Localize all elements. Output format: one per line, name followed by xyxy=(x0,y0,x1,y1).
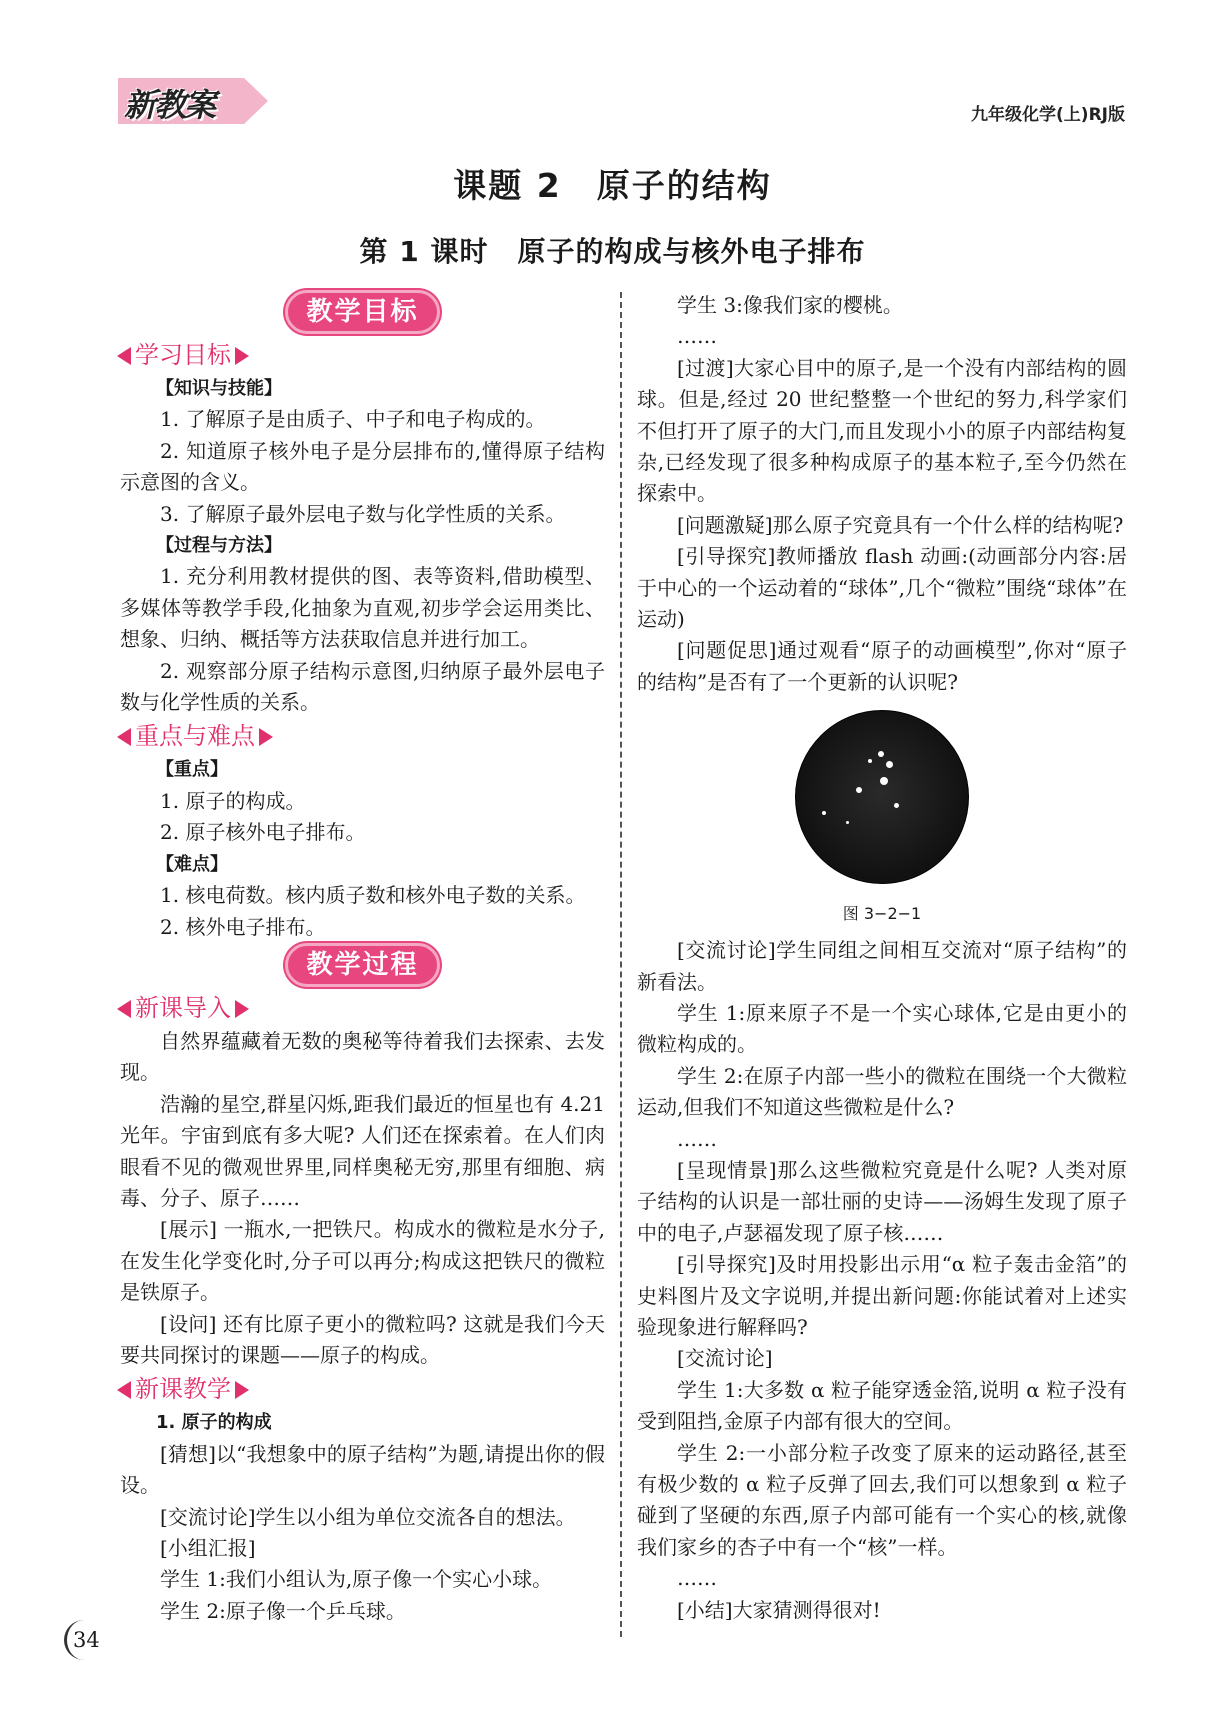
badge-teaching-goals: 教学目标 xyxy=(285,290,439,334)
intro-3: [展示] 一瓶水,一把铁尺。构成水的微粒是水分子,在发生化学变化时,分子可以再分;构成这把铁尺的微粒是铁原子。 xyxy=(120,1217,605,1305)
column-divider xyxy=(620,292,622,1637)
goal-k2: 2. 知道原子核外电子是分层排布的,懂得原子结构示意图的含义。 xyxy=(120,438,605,495)
para-r7: [交流讨论]学生同组之间相互交流对“原子结构”的新看法。 xyxy=(637,938,1127,994)
section-intro: 新课导入 xyxy=(117,990,605,1026)
para-r6: [问题促思]通过观看“原子的动画模型”,你对“原子的结构”是否有了一个更新的认识呢? xyxy=(637,638,1127,694)
intro-1: 自然界蕴藏着无数的奥秘等待着我们去探索、去发现。 xyxy=(120,1028,605,1085)
section-learning-goals: 学习目标 xyxy=(117,337,605,373)
para-r13: [交流讨论] xyxy=(677,1346,773,1371)
goal-k1: 1. 了解原子是由质子、中子和电子构成的。 xyxy=(160,407,546,432)
para-r12: [引导探究]及时用投影出示用“α 粒子轰击金箔”的史料图片及文字说明,并提出新问题:你能试着对上述实验现象进行解释吗? xyxy=(637,1252,1127,1339)
goal-k3: 3. 了解原子最外层电子数与化学性质的关系。 xyxy=(160,501,566,526)
difficulty-2: 2. 核外电子排布。 xyxy=(160,914,326,939)
para-r9: 学生 2:在原子内部一些小的微粒在围绕一个大微粒运动,但我们不知道这些微粒是什么? xyxy=(637,1063,1127,1120)
para-r1: 学生 3:像我们家的樱桃。 xyxy=(677,293,903,317)
publisher-logo xyxy=(118,78,278,124)
key-2: 2. 原子核外电子排布。 xyxy=(160,820,366,845)
atom-animation-figure xyxy=(637,710,1127,893)
difficulty-1: 1. 核电荷数。核内质子数和核外电子数的关系。 xyxy=(160,883,586,908)
para-r11: [呈现情景]那么这些微粒究竟是什么呢? 人类对原子结构的认识是一部壮丽的史诗——汤姆生发现了原子中的电子,卢瑟福发现了原子核…… xyxy=(637,1157,1127,1245)
subhead-difficulty: 【难点】 xyxy=(156,853,228,875)
page-number: 34 xyxy=(64,1620,107,1660)
lesson-title: 课题 2 原子的结构 xyxy=(453,166,772,205)
teach-1: [猜想]以“我想象中的原子结构”为题,请提出你的假设。 xyxy=(120,1441,605,1498)
teach-subhead: 1. 原子的构成 xyxy=(156,1412,272,1434)
teach-4: 学生 1:我们小组认为,原子像一个实心小球。 xyxy=(160,1567,553,1592)
logo-text: 新教案 xyxy=(124,86,215,124)
para-r4: [问题激疑]那么原子究竟具有一个什么样的结构呢? xyxy=(677,512,1124,537)
subhead-key: 【重点】 xyxy=(156,759,228,781)
intro-4: [设问] 还有比原子更小的微粒吗? 这就是我们今天要共同探讨的课题——原子的构成。 xyxy=(120,1311,605,1367)
intro-2: 浩瀚的星空,群星闪烁,距我们最近的恒星也有 4.21 光年。宇宙到底有多大呢? 人们还在探索着。在人们肉眼看不见的微观世界里,同样奥秘无穷,那里有细胞、病毒、分子、原子…… xyxy=(120,1091,605,1210)
para-r16: …… xyxy=(677,1566,717,1591)
teach-2: [交流讨论]学生以小组为单位交流各自的想法。 xyxy=(160,1504,576,1529)
key-1: 1. 原子的构成。 xyxy=(160,788,306,813)
para-r8: 学生 1:原来原子不是一个实心球体,它是由更小的微粒构成的。 xyxy=(637,1000,1127,1057)
section-teaching: 新课教学 xyxy=(117,1371,605,1407)
goal-p2: 2. 观察部分原子结构示意图,归纳原子最外层电子数与化学性质的关系。 xyxy=(120,658,605,715)
teach-3: [小组汇报] xyxy=(160,1536,256,1560)
figure-caption: 图 3−2−1 xyxy=(842,903,922,923)
subhead-knowledge: 【知识与技能】 xyxy=(156,378,282,399)
para-r14: 学生 1:大多数 α 粒子能穿透金箔,说明 α 粒子没有受到阻挡,金原子内部有很大的空间。 xyxy=(637,1377,1127,1434)
left-column xyxy=(120,290,605,1627)
para-r3: [过渡]大家心目中的原子,是一个没有内部结构的圆球。但是,经过 20 世纪整整一个世纪的努力,科学家们不但打开了原子的大门,而且发现小小的原子内部结构复杂,已经发现了很多种构成原子的基本粒子,至今仍然在探索中。 xyxy=(637,355,1127,506)
goal-p1: 1. 充分利用教材提供的图、表等资料,借助模型、多媒体等教学手段,化抽象为直观,初步学会运用类比、想象、归纳、概括等方法获取信息并进行加工。 xyxy=(120,564,605,652)
para-r17: [小结]大家猜测得很对! xyxy=(677,1597,881,1622)
right-column xyxy=(637,290,1127,1626)
edition-label: 九年级化学(上)RJ版 xyxy=(971,105,1125,125)
badge-teaching-process: 教学过程 xyxy=(285,943,439,987)
subhead-process: 【过程与方法】 xyxy=(156,535,282,557)
para-r10: …… xyxy=(677,1126,717,1151)
lesson-subtitle: 第 1 课时 原子的构成与核外电子排布 xyxy=(359,235,866,268)
atom-model-image xyxy=(795,710,969,884)
section-key-points: 重点与难点 xyxy=(117,718,605,754)
para-r2: …… xyxy=(677,324,717,349)
para-r5: [引导探究]教师播放 flash 动画:(动画部分内容:居于中心的一个运动着的“球体”,几个“微粒”围绕“球体”在运动) xyxy=(637,544,1127,632)
para-r15: 学生 2:一小部分粒子改变了原来的运动路径,甚至有极少数的 α 粒子反弹了回去,我们可以想象到 α 粒子碰到了坚硬的东西,原子内部可能有一个实心的核,就像我们家乡的杏子中有一个“核”一样。 xyxy=(637,1440,1127,1559)
teach-5: 学生 2:原子像一个乒乓球。 xyxy=(160,1598,406,1623)
